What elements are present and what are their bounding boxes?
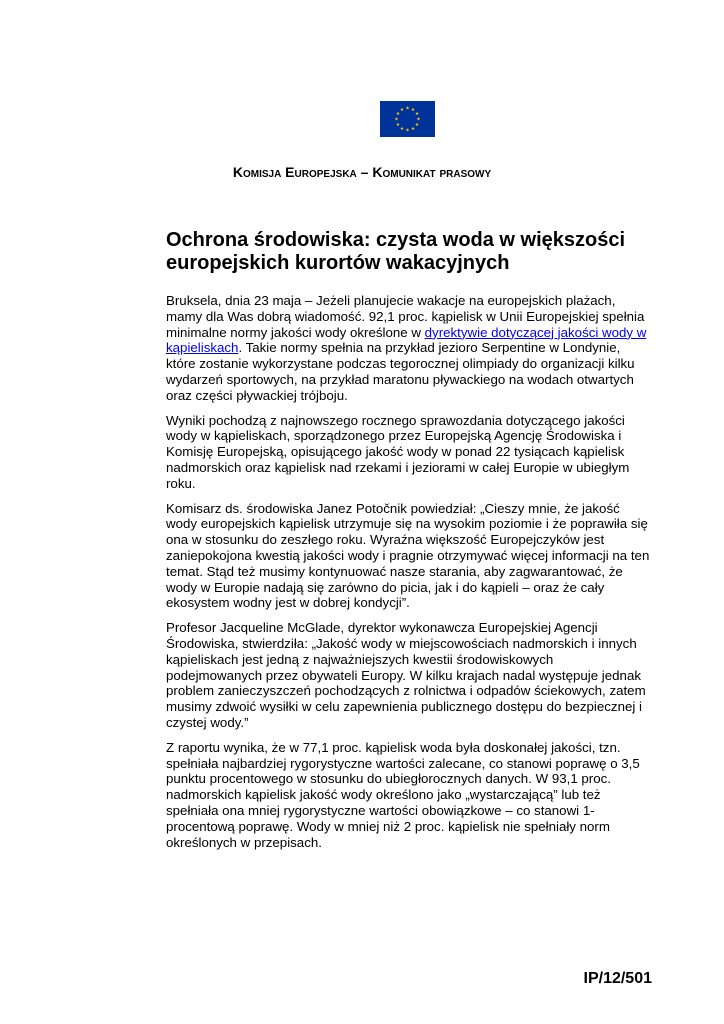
directive-link[interactable]: dyrektywie dotyczącej jakości wody w kąpieliskach — [166, 324, 647, 356]
paragraph-1-text-end: . Takie normy spełnia na przykład jezioro Serpentine w Londynie, które zostanie wykorzystane podczas tegorocznej olimpiady do organizacji kilku wydarzeń sportowych, na przykład maratonu pływackiego na wodach otwartych oraz części pływackiej trójboju. — [166, 340, 635, 403]
paragraph-1 — [166, 293, 652, 404]
paragraph-2: Wyniki pochodzą z najnowszego rocznego sprawozdania dotyczącego jakości wody w kąpieliskach, sporządzonego przez Europejską Agencję Środowiska i Komisję Europejską, opisującego jakość wody w ponad 22 tysiącach kąpielisk nadmorskich oraz kąpielisk nad rzekami i jeziorami w całej Europie w ubiegłym roku. — [166, 412, 630, 491]
paragraph-5: Z raportu wynika, że w 77,1 proc. kąpielisk woda była doskonałej jakości, tzn. spełniała najbardziej rygorystyczne wartości zalecane, co stanowi poprawę o 3,5 punktu procentowego w stosunku do ubiegłorocznych danych. W 93,1 proc. nadmorskich kąpielisk jakość wody określono jako „wystarczającą” lub też spełniała ona mniej rygorystyczne wartości obowiązkowe – co stanowi 1-procentową poprawę. Wody w mniej niż 2 proc. kąpielisk nie spełniały norm określonych w przepisach. — [166, 739, 640, 850]
paragraph-3: Komisarz ds. środowiska Janez Potočnik powiedział: „Cieszy mnie, że jakość wody europejskich kąpielisk utrzymuje się na wysokim poziomie i że poprawiła się ona w stosunku do zeszłego roku. Wyraźna większość Europejczyków jest zaniepokojona kwestią jakości wody i pragnie otrzymywać więcej informacji na ten temat. Stąd też musimy kontynuować nasze starania, aby zagwarantować, że wody w Europie nadają się zarówno do picia, jak i do kąpieli – oraz że cały ekosystem wodny jest w dobrej kondycji”. — [166, 500, 650, 611]
press-release-label: Komunikat prasowy — [372, 164, 492, 180]
paragraph-1-text-start: Bruksela, dnia 23 maja – Jeżeli planujecie wakacje na europejskich plażach, mamy dla Was dobrą wiadomość. 92,1 proc. kąpielisk w Unii Europejskiej spełnia minimalne normy jakości wody określone w — [166, 293, 645, 340]
header-dash: – — [356, 164, 373, 180]
eu-flag-icon — [380, 101, 435, 137]
article-title: Ochrona środowiska: czysta woda w większości europejskich kurortów wakacyjnych — [166, 229, 626, 274]
paragraph-4: Profesor Jacqueline McGlade, dyrektor wykonawcza Europejskiej Agencji Środowiska, stwierdziła: „Jakość wody w miejscowościach nadmorskich i innych kąpieliskach jest jedną z najważniejszych kwestii środowiskowych podejmowanych przez obywateli Europy. W kilku krajach nadal występuje jednak problem zanieczyszczeń pochodzących z rolnictwa i odpadów ściekowych, zatem musimy zdwoić wysiłki w celu zapewnienia publicznego dostępu do bezpiecznej i czystej wody.” — [166, 620, 646, 730]
press-release-reference: IP/12/501 — [583, 970, 652, 987]
press-release-header — [0, 164, 724, 180]
article — [166, 229, 652, 859]
commission-label: Komisja Europejska — [232, 164, 357, 180]
